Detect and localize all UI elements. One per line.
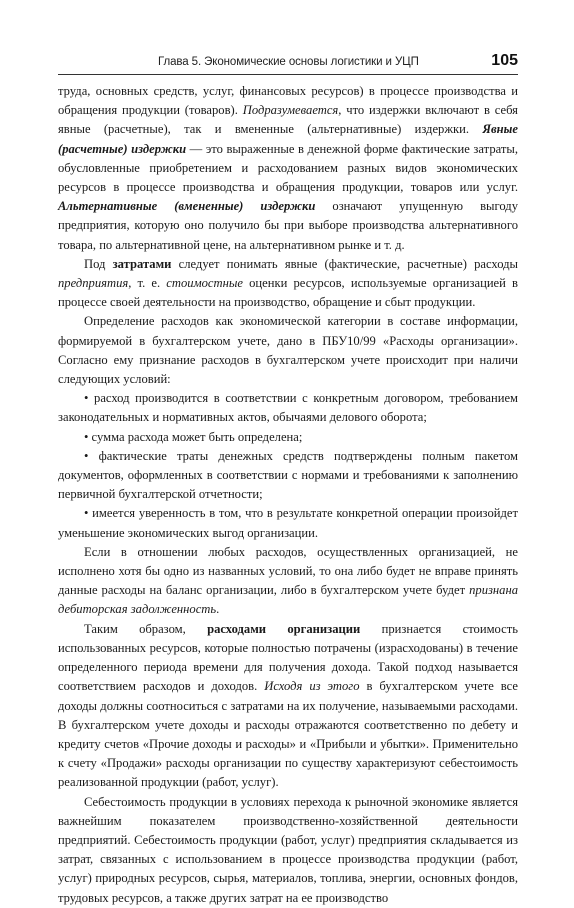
paragraph-organization-expenses [58, 620, 518, 793]
page-number: 105 [491, 52, 518, 69]
text-run: Если в отношении любых расходов, осуществленных организацией, не исполнено хотя бы одно из названных условий, то она либо будет не вправе принять данные расходы на баланс организации, либо в бухгалтерском учете будет [58, 544, 518, 598]
paragraph-cost-price: Себестоимость продукции в условиях перехода к рыночной экономике является важнейшим показателем производственно-хозяйственной деятельности предприятий. Себестоимость продукции (работ, услуг) предприятия складывается из затрат, связанных с использованием в процессе производства продукции (работ, услуг) природных ресурсов, сырья, материалов, топлива, энергии, основных фондов, трудовых ресурсов, а также других затрат на ее производство [58, 794, 518, 905]
italic-run: предприятия [58, 276, 129, 291]
page-body [58, 82, 518, 908]
italic-run: Подразумевается [242, 103, 339, 118]
italic-run: признана дебиторская задолженность [58, 583, 518, 617]
text-run: следует понимать явные (фактические, расчетные) расходы [171, 256, 519, 271]
paragraph-conditions [58, 543, 518, 620]
text-run: труда, основных средств, услуг, финансовых ресурсов) в процессе производства и обращения продукции (товаров). [58, 84, 518, 118]
chapter-title: Глава 5. Экономические основы логистики и УЦП [158, 56, 419, 68]
paragraph-costs-definition [58, 82, 518, 255]
text-run: — это выраженные в денежной форме фактические затраты, обусловленные приобретением и расходованием разных видов экономических ресурсов в процессе производства и обращения продукции, товаров или услуг. [58, 141, 518, 195]
text-run: . [216, 602, 220, 617]
text-run: Под [84, 256, 113, 271]
bullet-item: • сумма расхода может быть определена; [84, 429, 303, 444]
text-run: признается стоимость использованных ресурсов, которые полностью потрачены (израсходованы) в течение определенного периода времени для получения дохода. Такой подход называется соответствием расходов и доходов. [58, 621, 518, 694]
italic-run: стоимостные [166, 276, 243, 291]
text-run: Таким образом, [84, 621, 208, 636]
text-run: оценки ресурсов, используемые организацией в процессе своей деятельности на производство, обращение и сбыт продукции. [58, 276, 518, 310]
bullet-item: • имеется уверенность в том, что в результате конкретной операции произойдет уменьшение экономических выгод организации. [58, 506, 518, 540]
text-run: , т. е. [128, 276, 167, 291]
paragraph-pbu: Определение расходов как экономической категории в составе информации, формируемой в бухгалтерском учете, дано в ПБУ10/99 «Расходы организации». Согласно ему признание расходов в бухгалтерском учете происходит при наличи следующих условий: [58, 314, 518, 387]
paragraph-expenses [58, 255, 518, 313]
term-expenses: затратами [112, 256, 172, 271]
bullet-item: • фактические траты денежных средств подтверждены полным пакетом документов, оформленных в соответствии с нормами и требованиями к заполнению первичной бухгалтерской отчетности; [58, 448, 518, 502]
text-run: означают упущенную выгоду предприятия, которую оно получило бы при выборе производства альтернативного товара, по альтернативной цене, на альтернативном рынке и т. д. [58, 199, 518, 252]
italic-run: Исходя из этого [264, 679, 360, 694]
bullet-item: • расход производится в соответствии с конкретным договором, требованием законодательных и нормативных актов, обычаями делового оборота; [58, 391, 518, 425]
term-organization-expenses: расходами организации [207, 621, 361, 636]
term-alternative-costs: Альтернативные (вмененные) издержки [58, 199, 316, 214]
running-header [58, 54, 518, 75]
text-run: в бухгалтерском учете все доходы должны соотноситься с затратами на их получение, называемыми расходами. В бухгалтерском учете доходы и расходы отражаются соответственно по дебету и кредиту счетов «Прочие доходы и расходы» и «Прибыли и убытки». Применительно к счету «Продажи» расходы организации по существу характеризуют себестоимость реализованной продукции (работ, услуг). [58, 679, 518, 790]
term-explicit-costs: Явные (расчетные) издержки [58, 122, 518, 156]
text-run: , что издержки включают в себя явные (расчетные), так и вмененные (альтернативные) издержки. [58, 103, 518, 137]
